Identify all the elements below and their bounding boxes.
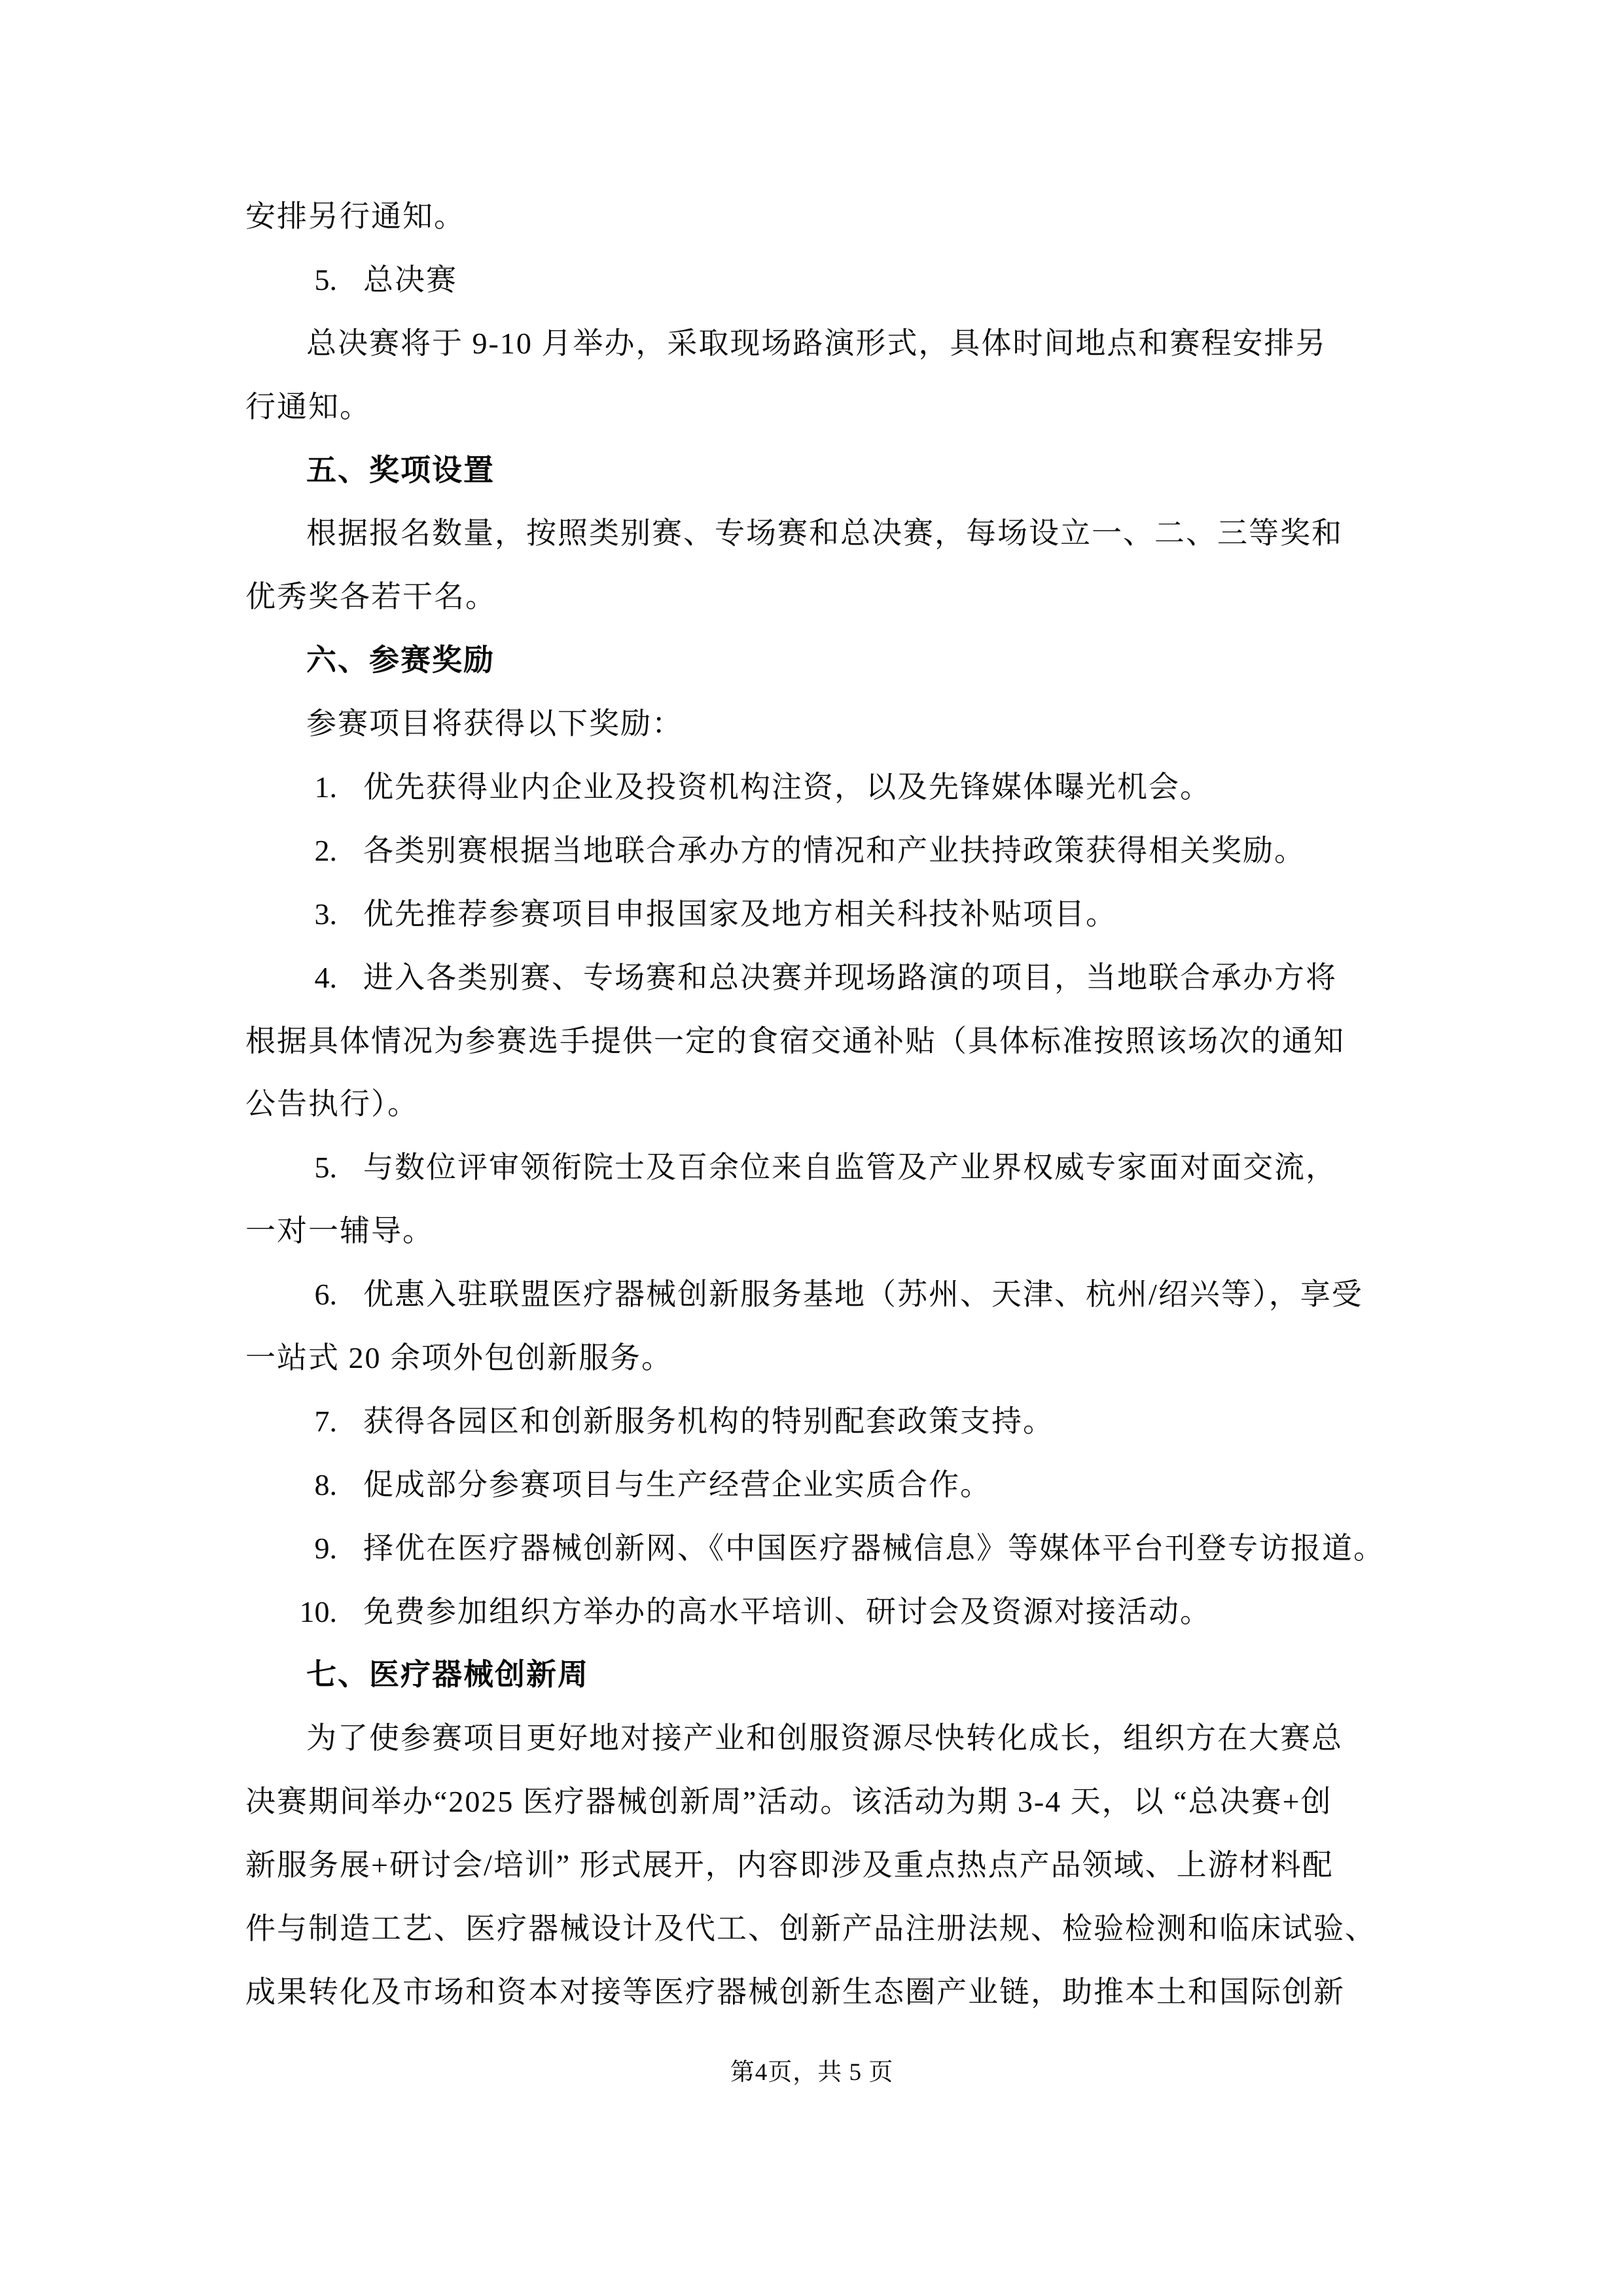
line-text: 促成部分参赛项目与生产经营企业实质合作。 (363, 1467, 991, 1501)
list-number: 3. (314, 897, 337, 931)
line-text: 公告执行）。 (245, 1087, 419, 1121)
paragraph-wrap-line (245, 1200, 1378, 1263)
paragraph-wrap-line (245, 1770, 1378, 1834)
document-body (245, 185, 1385, 2024)
line-text: 一对一辅导。 (245, 1214, 434, 1248)
line-text: 决赛期间举办“2025 医疗器械创新周”活动。该活动为期 3-4 天，以 “总决赛+创 (245, 1785, 1332, 1819)
list-item (245, 1517, 1385, 1581)
list-number: 10. (299, 1594, 337, 1628)
list-item (245, 1581, 1378, 1644)
list-item (245, 819, 1378, 883)
list-item (245, 756, 1378, 819)
page-footer (245, 2059, 1378, 2087)
section-heading (245, 629, 1378, 692)
paragraph-wrap-line (245, 565, 1378, 629)
list-number: 5. (314, 262, 337, 296)
line-text: 优惠入驻联盟医疗器械创新服务基地（苏州、天津、杭州/绍兴等），享受 (363, 1278, 1363, 1312)
paragraph-wrap-line (245, 1961, 1378, 2024)
paragraph-wrap-line (245, 1327, 1378, 1390)
paragraph-wrap-line (245, 376, 1378, 439)
list-number: 9. (314, 1531, 337, 1565)
list-number: 7. (314, 1404, 337, 1438)
list-number: 6. (314, 1278, 337, 1312)
line-text: 一站式 20 余项外包创新服务。 (245, 1341, 673, 1375)
list-item (245, 1263, 1378, 1327)
list-number: 2. (314, 833, 337, 867)
line-text: 与数位评审领衔院士及百余位来自监管及产业界权威专家面对面交流， (363, 1151, 1337, 1185)
line-text: 为了使参赛项目更好地对接产业和创服资源尽快转化成长，组织方在大赛总 (306, 1721, 1343, 1755)
list-number: 1. (314, 770, 337, 804)
list-number: 5. (314, 1151, 337, 1185)
paragraph-wrap-line (245, 1073, 1378, 1136)
list-item (245, 249, 1378, 312)
line-text: 择优在医疗器械创新网、《中国医疗器械信息》等媒体平台刊登专访报道。 (363, 1531, 1385, 1565)
line-text: 优秀奖各若干名。 (245, 580, 497, 614)
paragraph-first-line (245, 1707, 1378, 1770)
list-item (245, 1454, 1378, 1517)
line-text: 优先推荐参赛项目申报国家及地方相关科技补贴项目。 (363, 897, 1117, 931)
paragraph-first-line (245, 502, 1378, 565)
paragraph-first-line (245, 692, 1378, 756)
line-text: 件与制造工艺、医疗器械设计及代工、创新产品注册法规、检验检测和临床试验、 (245, 1912, 1376, 1946)
line-text: 获得各园区和创新服务机构的特别配套政策支持。 (363, 1404, 1054, 1438)
list-number: 4. (314, 960, 337, 994)
paragraph-wrap-line (245, 1010, 1378, 1073)
line-text: 进入各类别赛、专场赛和总决赛并现场路演的项目，当地联合承办方将 (363, 960, 1337, 994)
line-text: 根据具体情况为参赛选手提供一定的食宿交通补贴（具体标准按照该场次的通知 (245, 1024, 1345, 1058)
list-item (245, 1136, 1378, 1200)
line-text: 安排另行通知。 (245, 200, 465, 233)
line-text: 新服务展+研讨会/培训” 形式展开，内容即涉及重点热点产品领域、上游材料配 (245, 1848, 1334, 1882)
list-item (245, 883, 1378, 946)
paragraph-first-line (245, 312, 1378, 376)
section-heading (245, 439, 1378, 503)
list-item (245, 1390, 1378, 1454)
line-text: 优先获得业内企业及投资机构注资，以及先锋媒体曝光机会。 (363, 770, 1211, 804)
line-text: 成果转化及市场和资本对接等医疗器械创新生态圈产业链，助推本土和国际创新 (245, 1975, 1345, 2009)
line-text: 六、参赛奖励 (306, 643, 495, 677)
line-text: 总决赛 (363, 262, 457, 296)
section-heading (245, 1643, 1378, 1707)
line-text: 行通知。 (245, 389, 371, 423)
paragraph-wrap-line (245, 1834, 1378, 1897)
line-text: 总决赛将于 9-10 月举办，采取现场路演形式，具体时间地点和赛程安排另 (306, 326, 1327, 360)
paragraph-wrap-line (245, 1897, 1378, 1961)
line-text: 七、医疗器械创新周 (306, 1658, 589, 1692)
line-text: 免费参加组织方举办的高水平培训、研讨会及资源对接活动。 (363, 1594, 1211, 1628)
line-text: 各类别赛根据当地联合承办方的情况和产业扶持政策获得相关奖励。 (363, 833, 1306, 867)
line-text: 根据报名数量，按照类别赛、专场赛和总决赛，每场设立一、二、三等奖和 (306, 516, 1343, 550)
page-number: 第4页，共 5 页 (730, 2059, 894, 2086)
line-text: 五、奖项设置 (306, 453, 495, 487)
paragraph-wrap-line (245, 185, 1378, 249)
line-text: 参赛项目将获得以下奖励： (306, 707, 683, 741)
list-number: 8. (314, 1467, 337, 1501)
list-item (245, 946, 1378, 1010)
